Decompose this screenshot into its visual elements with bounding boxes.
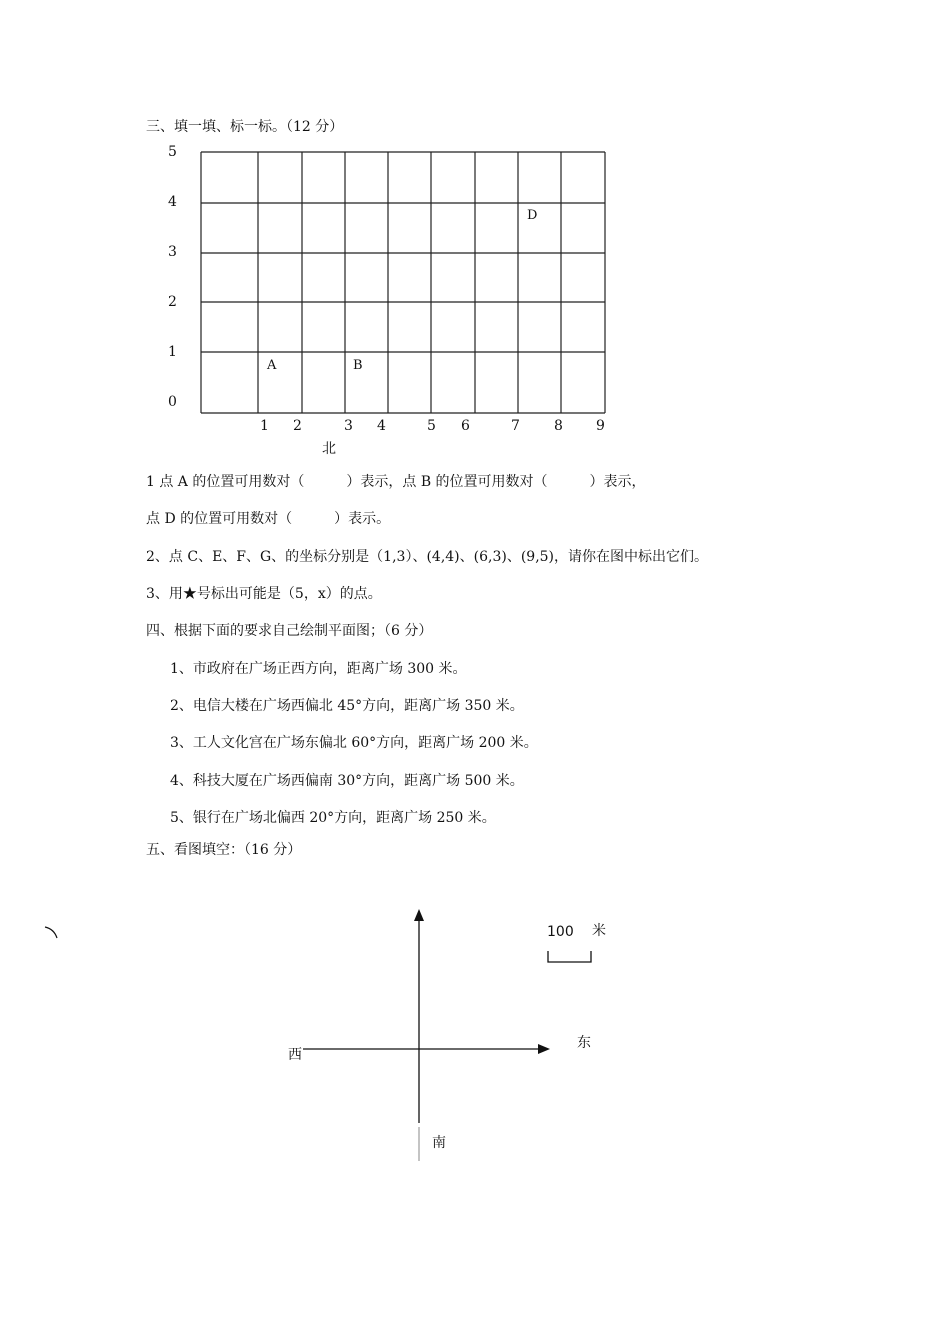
x-label-6: 6 — [461, 418, 470, 434]
x-label-5: 5 — [427, 418, 436, 434]
question-2: 2、点 C、E、F、G、的坐标分别是（1,3）、(4,4)、(6,3)、(9,5)，请你在图中标出它们。 — [146, 549, 709, 565]
x-label-2: 2 — [293, 418, 302, 434]
x-label-4: 4 — [377, 418, 386, 434]
section4-item-3: 3、工人文化宫在广场东偏北 60°方向，距离广场 200 米。 — [170, 735, 538, 751]
x-label-9: 9 — [596, 418, 605, 434]
compass-east-label: 东 — [577, 1035, 591, 1051]
question-3: 3、用★号标出可能是（5，x）的点。 — [146, 586, 382, 602]
section4-item-1: 1、市政府在广场正西方向，距离广场 300 米。 — [170, 661, 467, 677]
y-label-0: 0 — [168, 394, 177, 410]
x-label-3: 3 — [344, 418, 353, 434]
point-a-label: A — [267, 358, 277, 373]
x-label-1: 1 — [260, 418, 269, 434]
section4-title: 四、根据下面的要求自己绘制平面图；（6 分） — [146, 623, 433, 639]
x-label-8: 8 — [554, 418, 563, 434]
y-label-4: 4 — [168, 194, 177, 210]
x-label-7: 7 — [511, 418, 520, 434]
y-label-3: 3 — [168, 244, 177, 260]
question-1-line2: 点 D 的位置可用数对（ ）表示。 — [146, 511, 391, 527]
scale-unit: 米 — [592, 923, 606, 939]
section4-item-5: 5、银行在广场北偏西 20°方向，距离广场 250 米。 — [170, 810, 496, 826]
section5-title: 五、看图填空：（16 分） — [146, 842, 302, 858]
scale-value: 100 — [547, 924, 574, 940]
north-arrow-icon — [414, 909, 424, 921]
section3-title: 三、填一填、标一标。（12 分） — [146, 119, 344, 135]
scale-bar-icon — [548, 951, 591, 962]
section4-item-4: 4、科技大厦在广场西偏南 30°方向，距离广场 500 米。 — [170, 773, 524, 789]
point-b-label: B — [353, 358, 363, 373]
stray-mark-icon — [45, 927, 57, 938]
question-1-line1: 1 点 A 的位置可用数对（ ）表示，点 B 的位置可用数对（ ）表示， — [146, 474, 646, 490]
north-label: 北 — [322, 441, 336, 457]
y-label-1: 1 — [168, 344, 177, 360]
y-label-5: 5 — [168, 144, 177, 160]
east-arrow-icon — [538, 1044, 550, 1054]
compass-west-label: 西 — [288, 1047, 302, 1063]
point-d-label: D — [527, 208, 538, 223]
y-label-2: 2 — [168, 294, 177, 310]
section4-item-2: 2、电信大楼在广场西偏北 45°方向，距离广场 350 米。 — [170, 698, 524, 714]
compass-south-label: 南 — [432, 1135, 446, 1151]
